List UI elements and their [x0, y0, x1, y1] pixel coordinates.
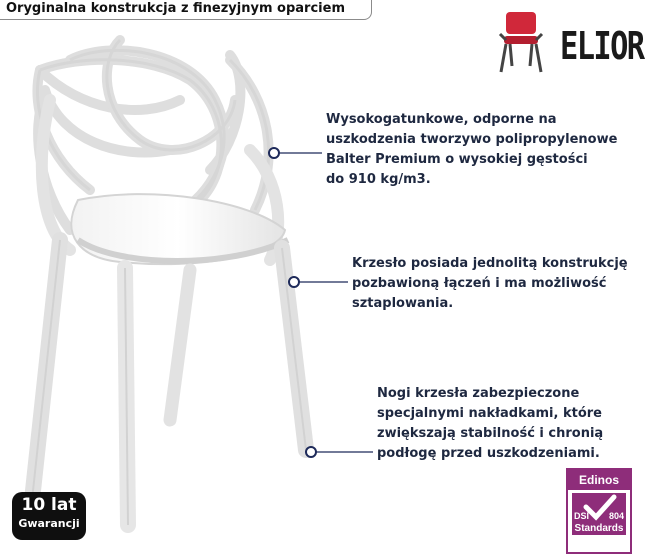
title-bar	[0, 0, 372, 20]
certificate-name: Edinos	[568, 470, 630, 490]
warranty-label: Gwarancji	[18, 517, 80, 530]
callout-line: podłogę przed uszkodzeniami.	[377, 446, 600, 461]
callout-line: specjalnymi nakładkami, które	[377, 406, 602, 421]
callout-line: Balter Premium o wysokiej gęstości	[326, 152, 588, 167]
callout-line: pozbawioną łączeń i ma możliwość	[352, 276, 607, 291]
certificate-code-right: 804	[608, 511, 624, 521]
callout-line: Nogi krzesła zabezpieczone	[377, 386, 580, 401]
chair-logo-icon	[492, 10, 552, 76]
page-title: Oryginalna konstrukcja z finezyjnym oparciem	[6, 1, 345, 16]
certificate-code-left: DSI	[574, 511, 590, 521]
chair-image	[0, 30, 320, 550]
brand-name: ELIOR	[560, 24, 644, 68]
callout-construction	[352, 254, 628, 314]
callout-material	[326, 110, 617, 190]
callout-line: do 910 kg/m3.	[326, 172, 431, 187]
callout-line: Wysokogatunkowe, odporne na	[326, 112, 557, 127]
certificate-emblem	[572, 493, 626, 535]
brand-logo	[492, 10, 642, 76]
callout-line: sztaplowania.	[352, 296, 454, 311]
callout-legs	[377, 384, 603, 464]
callout-line: uszkodzenia tworzywo polipropylenowe	[326, 132, 618, 147]
warranty-badge	[12, 492, 86, 540]
certificate-badge	[566, 468, 632, 554]
certificate-label: Standards	[574, 523, 624, 534]
callout-line: Krzesło posiada jednolitą konstrukcję	[352, 256, 628, 271]
warranty-years: 10 lat	[21, 495, 77, 515]
callout-line: zwiększają stabilność i chronią	[377, 426, 604, 441]
